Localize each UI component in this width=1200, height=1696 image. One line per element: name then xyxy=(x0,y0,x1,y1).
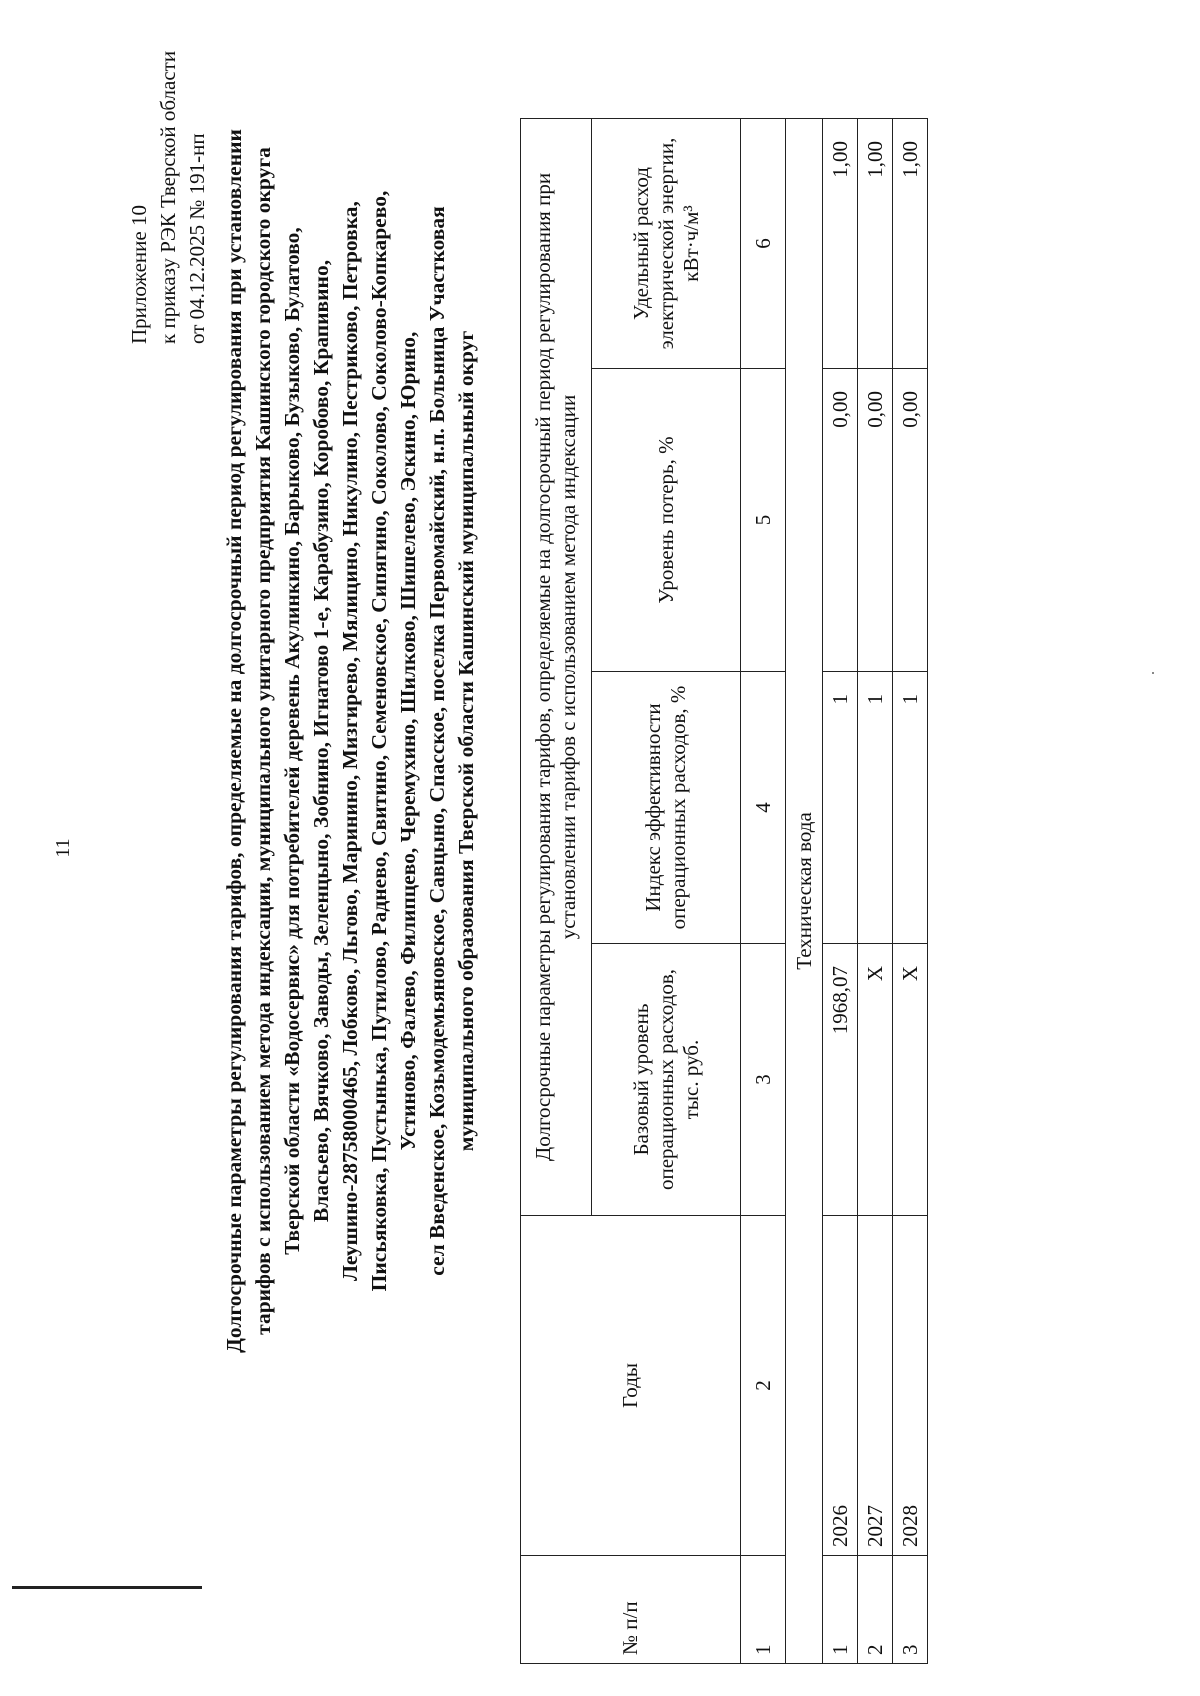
scan-speck xyxy=(1152,672,1154,674)
appendix-reference xyxy=(125,14,212,344)
cell-loss-level: 0,00 xyxy=(823,369,858,672)
column-number: 3 xyxy=(741,944,786,1216)
cell-year: 2028 xyxy=(893,1216,928,1556)
header-number: № п/п xyxy=(521,1556,741,1664)
header-loss-level: Уровень потерь, % xyxy=(592,369,741,672)
section-title: Техническая вода xyxy=(786,119,823,1664)
cell-efficiency-index: 1 xyxy=(893,672,928,944)
title-line: сел Введенское, Козьмодемьяновское, Савцыно, Спасское, поселка Первомайский, н.п. Больница Участковая xyxy=(425,206,449,1276)
table-row xyxy=(858,119,893,1664)
appendix-line-2: к приказу РЭК Тверской области xyxy=(156,50,180,344)
document-title xyxy=(220,16,481,1466)
cell-energy-consumption: 1,00 xyxy=(823,119,858,369)
cell-number: 2 xyxy=(858,1556,893,1664)
header-energy-consumption: Удельный расход электрической энергии, кВт·ч/м³ xyxy=(592,119,741,369)
title-line: муниципального образования Тверской области Кашинский муниципальный округ xyxy=(454,330,478,1152)
table-row xyxy=(893,119,928,1664)
title-line: тарифов с использованием метода индексации, муниципального унитарного предприятия Кашинского городского округа xyxy=(251,147,275,1335)
title-line: Власьево, Вячково, Заводы, Зеленцыно, Зобнино, Игнатово 1-е, Карабузино, Коробово, Крапивино, xyxy=(309,259,333,1223)
cell-year: 2027 xyxy=(858,1216,893,1556)
column-number: 6 xyxy=(741,119,786,369)
cell-year: 2026 xyxy=(823,1216,858,1556)
cell-loss-level: 0,00 xyxy=(893,369,928,672)
title-line: Долгосрочные параметры регулирования тарифов, определяемые на долгосрочный период регулирования при установлении xyxy=(222,129,246,1353)
cell-loss-level: 0,00 xyxy=(858,369,893,672)
table-header-row xyxy=(521,119,592,1664)
header-base-opex: Базовый уровень операционных расходов, тыс. руб. xyxy=(592,944,741,1216)
cell-efficiency-index: 1 xyxy=(858,672,893,944)
column-number-row xyxy=(741,119,786,1664)
column-number: 4 xyxy=(741,672,786,944)
cell-energy-consumption: 1,00 xyxy=(858,119,893,369)
cell-efficiency-index: 1 xyxy=(823,672,858,944)
cell-number: 1 xyxy=(823,1556,858,1664)
title-line: Письяковка, Пустынька, Путилово, Раднево, Свитино, Семеновское, Сипягино, Соколово, Соколово-Копкарево, xyxy=(367,190,391,1292)
cell-base-opex: 1968,07 xyxy=(823,944,858,1216)
cell-number: 3 xyxy=(893,1556,928,1664)
header-years: Годы xyxy=(521,1216,741,1556)
appendix-line-3: от 04.12.2025 № 191-нп xyxy=(185,133,209,344)
column-number: 5 xyxy=(741,369,786,672)
cell-base-opex: Х xyxy=(893,944,928,1216)
title-line: Леушино-28758000465, Лобково, Льгово, Маринино, Мизгирево, Мялицино, Никулино, Пестриково, Петровка, xyxy=(338,201,362,1281)
cell-energy-consumption: 1,00 xyxy=(893,119,928,369)
title-line: Тверской области «Водосервис» для потребителей деревень Акулинкино, Барыково, Бузыково, Булатово, xyxy=(280,227,304,1255)
title-line: Устиново, Фалево, Филипцево, Черемухино, Шилково, Шишелево, Эскино, Юрино, xyxy=(396,331,420,1151)
column-number: 1 xyxy=(741,1556,786,1664)
header-efficiency-index: Индекс эффективности операционных расходов, % xyxy=(592,672,741,944)
header-group: Долгосрочные параметры регулирования тарифов, определяемые на долгосрочный период регулирования при установлении тарифов с использованием метода индексации xyxy=(521,119,592,1216)
section-row xyxy=(786,119,823,1664)
page-number: 11 xyxy=(52,838,74,858)
appendix-line-1: Приложение 10 xyxy=(127,205,151,344)
margin-rule xyxy=(12,1586,202,1589)
table-row xyxy=(823,119,858,1664)
tariff-parameters-table xyxy=(520,118,928,1664)
column-number: 2 xyxy=(741,1216,786,1556)
cell-base-opex: Х xyxy=(858,944,893,1216)
